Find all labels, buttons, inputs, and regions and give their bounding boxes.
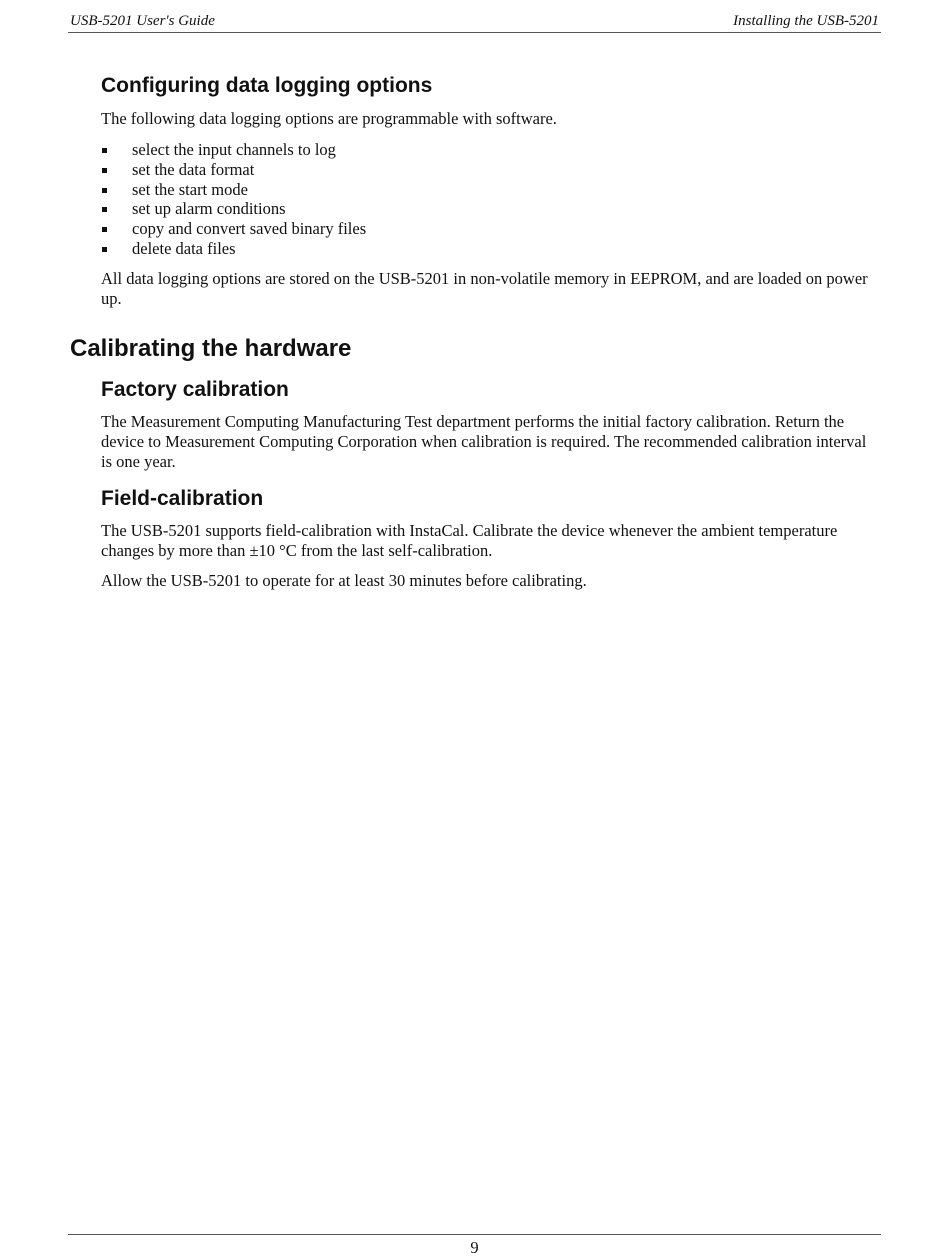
list-item: delete data files	[101, 239, 366, 259]
list-item: set the data format	[101, 160, 366, 180]
heading-configuring-data-logging: Configuring data logging options	[101, 74, 433, 97]
list-item: copy and convert saved binary files	[101, 219, 366, 239]
heading-calibrating-hardware: Calibrating the hardware	[70, 335, 352, 362]
heading-field-calibration: Field-calibration	[101, 487, 264, 510]
header-chapter-title: Installing the USB-5201	[733, 13, 879, 29]
logging-options-list	[101, 140, 366, 259]
page-number: 9	[470, 1238, 479, 1257]
logging-intro-paragraph: The following data logging options are programmable with software.	[101, 109, 557, 128]
factory-calibration-paragraph: The Measurement Computing Manufacturing Test department performs the initial factory calibration. Return the device to Measurement Computing Corporation when calibration is required. The recommended calibration interval is one year.	[101, 412, 867, 471]
list-item: set up alarm conditions	[101, 199, 366, 219]
field-calibration-paragraph: The USB-5201 supports field-calibration with InstaCal. Calibrate the device whenever the ambient temperature changes by more than ±10 °C from the last self-calibration.	[101, 521, 838, 560]
list-item: set the start mode	[101, 180, 366, 200]
list-item: select the input channels to log	[101, 140, 366, 160]
field-calibration-warmup-paragraph: Allow the USB-5201 to operate for at least 30 minutes before calibrating.	[101, 571, 587, 590]
logging-closing-paragraph: All data logging options are stored on the USB-5201 in non-volatile memory in EEPROM, and are loaded on power up.	[101, 269, 868, 308]
running-header	[68, 12, 881, 33]
header-guide-title: USB-5201 User's Guide	[70, 13, 215, 29]
heading-factory-calibration: Factory calibration	[101, 378, 289, 401]
running-footer	[68, 1234, 881, 1259]
